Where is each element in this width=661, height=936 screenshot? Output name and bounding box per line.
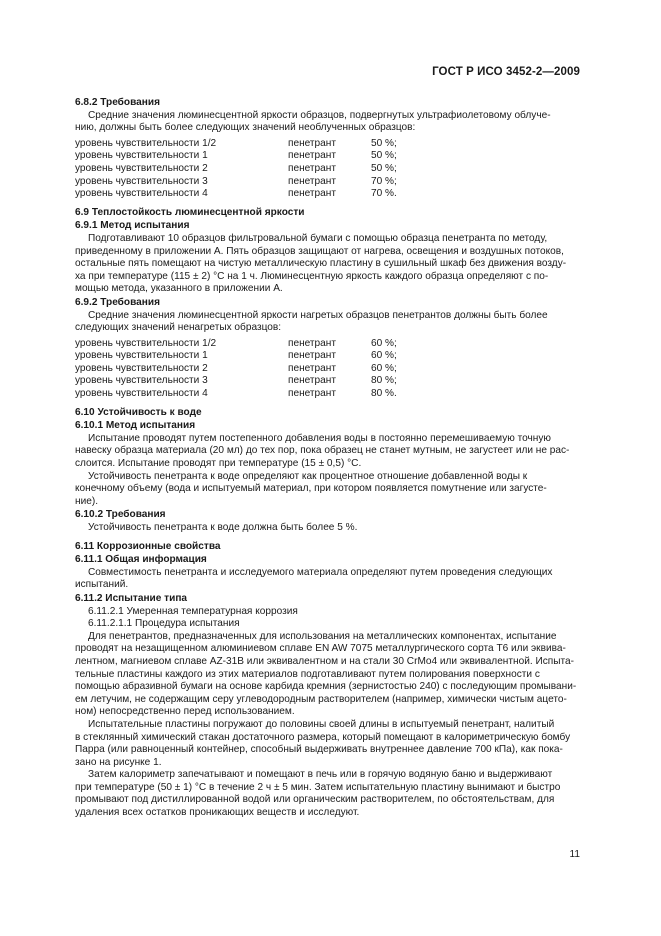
table-cell: уровень чувствительности 2 [75, 362, 208, 374]
paragraph-line: нию, должны быть более следующих значений необлученных образцов: [75, 122, 416, 134]
paragraph-line: Испытательные пластины погружают до половины своей длины в испытуемый пенетрант, налитый [88, 718, 555, 730]
paragraph [75, 719, 581, 769]
paragraph-line: Для пенетрантов, предназначенных для использования на металлических компонентах, испытание [88, 630, 557, 642]
subsection-heading: 6.11.2 Испытание типа [75, 592, 188, 604]
table-cell: 60 %; [371, 362, 397, 374]
paragraph-line: Затем калориметр запечатывают и помещают в печь или в горячую водяную баню и выдерживают [88, 769, 553, 781]
paragraph [75, 433, 581, 471]
section-heading: 6.9 Теплостойкость люминесцентной яркости [75, 206, 305, 218]
clause-title: 6.11.2.1.1 Процедура испытания [88, 618, 240, 630]
paragraph-line: помощью абразивной бумаги на основе карбида кремния (зернистостью 240) с последующим промывани- [75, 681, 577, 693]
document-body [75, 96, 581, 820]
table-cell: 60 %; [371, 350, 397, 362]
subsection-heading: 6.8.2 Требования [75, 97, 160, 108]
table-row [75, 350, 581, 363]
section-heading: 6.11 Коррозионные свойства [75, 540, 221, 552]
paragraph-line: тельные пластины каждого из этих материалов подготавливают путем полирования поверхности с [75, 668, 540, 680]
paragraph-line: слоится. Испытание проводят при температуре (15 ± 0,5) °С. [75, 458, 362, 470]
paragraph-line: следующих значений ненагретых образцов: [75, 322, 282, 334]
paragraph-line: Устойчивость пенетранта к воде определяют как процентное отношение добавленной воды к [88, 470, 528, 482]
paragraph-line: ем летучим, не содержащим серу углеводородным растворителем (например, химически чистым ацето- [75, 693, 567, 705]
paragraph-line: Средние значения люминесцентной яркости образцов, подвергнутых ультрафиолетовому облуче- [88, 109, 551, 121]
table-cell: пенетрант [288, 362, 336, 374]
table-cell: уровень чувствительности 2 [75, 162, 208, 174]
paragraph-line: ние). [75, 495, 98, 507]
paragraph-line: Парра (или равноценный контейнер, способный выдерживать внутреннее давление 700 кПа), как пока- [75, 744, 563, 756]
table-cell: пенетрант [288, 150, 336, 162]
subsection-heading: 6.10.1 Метод испытания [75, 420, 196, 432]
paragraph-line: удаления всех остатков проникающих веществ и исследуют. [75, 807, 360, 819]
paragraph [75, 310, 581, 335]
table-cell: 50 %; [371, 162, 397, 174]
table-cell: уровень чувствительности 4 [75, 388, 208, 400]
paragraph-line: в стеклянный химический стакан достаточного размера, который помещают в калориметрическую бомбу [75, 731, 571, 743]
paragraph [75, 110, 581, 135]
table-cell: 70 %; [371, 175, 397, 187]
table-cell: уровень чувствительности 1 [75, 350, 208, 362]
table-row [75, 163, 581, 176]
paragraph-line: испытаний. [75, 579, 129, 591]
table-cell: пенетрант [288, 188, 336, 200]
table-row [75, 150, 581, 163]
subsection-heading: 6.11.1 Общая информация [75, 554, 207, 566]
subsection-heading: 6.10.2 Требования [75, 509, 166, 521]
paragraph-line: конечному объему (вода и испытуемый материал, при котором появляется помутнение или загусте- [75, 483, 547, 495]
paragraph-line: ном) непосредственно перед использованием. [75, 706, 295, 718]
table-cell: уровень чувствительности 3 [75, 375, 208, 387]
subsection-heading: 6.9.2 Требования [75, 296, 160, 308]
table-cell: пенетрант [288, 175, 336, 187]
sensitivity-table [75, 138, 581, 201]
table-cell: уровень чувствительности 3 [75, 175, 208, 187]
table-cell: пенетрант [288, 375, 336, 387]
paragraph-line: Совместимость пенетранта и исследуемого материала определяют путем проведения следующих [88, 566, 553, 578]
table-cell: 50 %; [371, 137, 397, 149]
table-cell: 50 %; [371, 150, 397, 162]
table-cell: 80 %. [371, 388, 397, 400]
table-cell: уровень чувствительности 1/2 [75, 137, 217, 149]
table-cell: 80 %; [371, 375, 397, 387]
paragraph-line: зано на рисунке 1. [75, 756, 162, 768]
paragraph-line: ха при температуре (115 ± 2) °С на 1 ч. Люминесцентную яркость каждого образца определяют с по- [75, 270, 549, 282]
table-cell: 70 %. [371, 188, 397, 200]
paragraph-line: приведенному в приложении А. Пять образцов защищают от нагрева, освещения и воздушных потоков, [75, 245, 564, 257]
table-cell: уровень чувствительности 1/2 [75, 337, 217, 349]
table-cell: пенетрант [288, 162, 336, 174]
section-heading: 6.10 Устойчивость к воде [75, 406, 202, 418]
paragraph [75, 471, 581, 509]
paragraph [75, 522, 581, 535]
subsection-heading: 6.9.1 Метод испытания [75, 220, 190, 232]
clause-title: 6.11.2.1 Умеренная температурная коррозия [88, 605, 298, 617]
paragraph-line: остальные пять помещают на чистую металлическую пластину в сушильный шкаф без движения возду- [75, 258, 567, 270]
paragraph [75, 769, 581, 819]
paragraph [75, 567, 581, 592]
table-cell: 60 %; [371, 337, 397, 349]
table-row [75, 338, 581, 351]
paragraph-line: навеску образца материала (20 мл) до тех пор, пока образец не станет мутным, не загустеет или не рас- [75, 445, 570, 457]
table-row [75, 176, 581, 189]
paragraph-line: Подготавливают 10 образцов фильтровальной бумаги с помощью образца пенетранта по методу, [88, 232, 548, 244]
table-row [75, 138, 581, 151]
paragraph [75, 233, 581, 296]
paragraph-line: промывают под дистиллированной водой или органическим растворителем, по обстоятельствам, для [75, 794, 555, 806]
table-row [75, 363, 581, 376]
table-cell: пенетрант [288, 337, 336, 349]
sensitivity-table [75, 338, 581, 401]
table-row [75, 375, 581, 388]
paragraph-line: лентном, магниевом сплаве AZ-31B или эквивалентном и на стали 30 CrMo4 или эквивалентной. Испыта- [75, 655, 574, 667]
paragraph-line: при температуре (50 ± 1) °С в течение 2 ч ± 5 мин. Затем испытательную пластину вынимают и быстро [75, 781, 561, 793]
table-cell: уровень чувствительности 4 [75, 188, 208, 200]
paragraph-line: Устойчивость пенетранта к воде должна быть более 5 %. [88, 522, 358, 533]
document-header: ГОСТ Р ИСО 3452-2—2009 [432, 66, 580, 78]
table-row [75, 188, 581, 201]
table-row [75, 388, 581, 401]
paragraph-line: Испытание проводят путем постепенного добавления воды в постоянно перемешиваемую точную [88, 432, 551, 444]
paragraph-line: Средние значения люминесцентной яркости нагретых образцов пенетрантов должны быть более [88, 309, 548, 321]
table-cell: пенетрант [288, 350, 336, 362]
paragraph-line: проводят на незащищенном алюминиевом сплаве EN AW 7075 металлургического сорта Т6 или эквива- [75, 643, 566, 655]
table-cell: пенетрант [288, 388, 336, 400]
paragraph [75, 631, 581, 719]
page-number: 11 [569, 849, 580, 860]
table-cell: уровень чувствительности 1 [75, 150, 208, 162]
table-cell: пенетрант [288, 137, 336, 149]
paragraph-line: мощью метода, указанного в приложении А. [75, 283, 283, 295]
